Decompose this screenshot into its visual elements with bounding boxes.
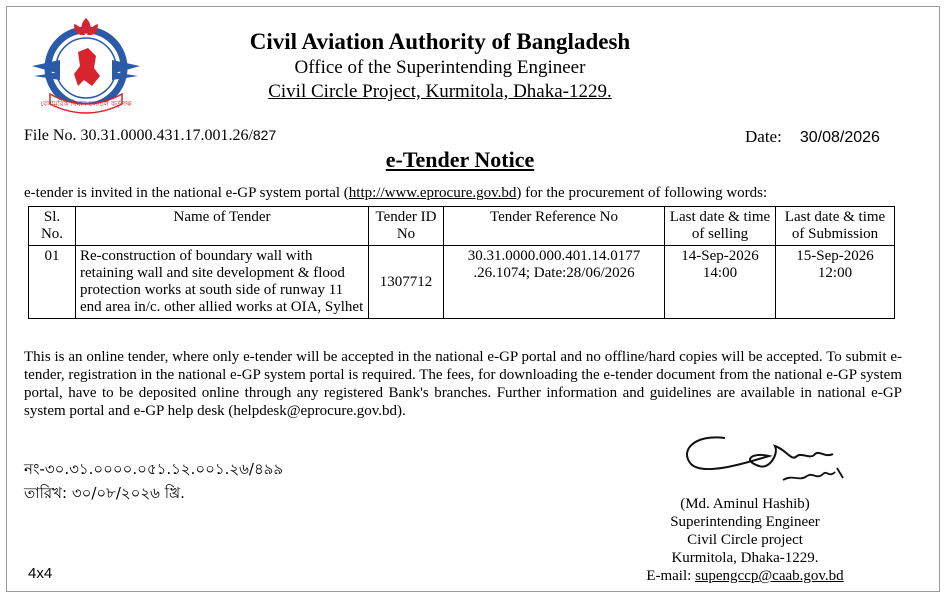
file-number-main: File No. 30.31.0000.431.17.001.26/ bbox=[24, 127, 253, 144]
cell-submission bbox=[776, 246, 895, 319]
header-sl: Sl. No. bbox=[29, 207, 76, 246]
logo-banner-text: বেসামরিক বিমান চলাচল কর্তৃপক্ষ bbox=[40, 100, 132, 108]
intro-before: e-tender is invited in the national e-GP system portal ( bbox=[24, 185, 349, 201]
cell-name: Re-construction of boundary wall with retaining wall and site development & flood protection works at south side of runway 11 end area in/c. other allied works at OIA, Sylhet bbox=[76, 246, 369, 319]
signer-office: Civil Circle project bbox=[687, 532, 803, 548]
instructions-paragraph: This is an online tender, where only e-tender will be accepted in the national e-GP portal and no offline/hard copies will be accepted. To submit e-tender, registration in the national e-GP system portal is required. The fees, for downloading the e-tender document from the national e-GP system portal, have to be deposited online through any registered Bank's branches. Further information and guidelines are available in national e-GP system portal and e-GP help desk (helpdesk@eprocure.gov.bd). bbox=[24, 349, 902, 419]
header-tender-id: Tender ID No bbox=[369, 207, 444, 246]
handwritten-signature bbox=[665, 420, 865, 500]
tender-table bbox=[28, 206, 895, 319]
date-value: 30/08/2026 bbox=[799, 129, 880, 146]
email-label: E-mail: bbox=[646, 568, 692, 584]
table-row bbox=[29, 246, 895, 319]
signer-designation: Superintending Engineer bbox=[670, 514, 820, 530]
notice-title: e-Tender Notice bbox=[385, 147, 535, 172]
signer-block bbox=[620, 495, 870, 585]
cell-tender-id: 1307712 bbox=[369, 246, 444, 319]
signer-email-line bbox=[620, 567, 870, 585]
header-selling: Last date & time of selling bbox=[665, 207, 776, 246]
intro-after: ) for the procurement of following words: bbox=[516, 185, 768, 201]
table-header-row bbox=[29, 207, 895, 246]
letterhead bbox=[140, 28, 740, 104]
organization-name: Civil Aviation Authority of Bangladesh bbox=[249, 29, 631, 54]
selling-date: 14-Sep-2026 bbox=[681, 248, 759, 264]
office-name: Office of the Superintending Engineer bbox=[294, 57, 586, 78]
submission-date: 15-Sep-2026 bbox=[796, 248, 874, 264]
file-number bbox=[24, 127, 276, 145]
submission-time: 12:00 bbox=[817, 265, 853, 281]
page-code: 4x4 bbox=[28, 565, 53, 582]
cell-selling bbox=[665, 246, 776, 319]
header-name: Name of Tender bbox=[76, 207, 369, 246]
file-number-suffix: 827 bbox=[252, 127, 277, 143]
intro-line bbox=[24, 185, 767, 202]
header-reference: Tender Reference No bbox=[444, 207, 665, 246]
signer-email-link[interactable]: supengccp@caab.gov.bd bbox=[695, 568, 844, 584]
notice-date bbox=[745, 127, 880, 147]
signer-location: Kurmitola, Dhaka-1229. bbox=[671, 550, 819, 566]
header-submission: Last date & time of Submission bbox=[776, 207, 895, 246]
signer-name: (Md. Aminul Hashib) bbox=[680, 496, 810, 512]
caab-logo bbox=[30, 14, 142, 118]
bangla-memo-date: তারিখ: ৩০/০৮/২০২৬ খ্রি. bbox=[24, 484, 185, 502]
office-address: Civil Circle Project, Kurmitola, Dhaka-1229. bbox=[268, 81, 612, 102]
cell-sl: 01 bbox=[29, 246, 76, 319]
selling-time: 14:00 bbox=[702, 265, 738, 281]
date-label: Date: bbox=[745, 127, 782, 146]
bangla-memo-number: নং-৩০.৩১.০০০০.০৫১.১২.০০১.২৬/৪৯৯ bbox=[24, 460, 284, 478]
eprocure-link[interactable]: http://www.eprocure.gov.bd bbox=[348, 185, 517, 201]
cell-reference: 30.31.0000.000.401.14.0177 .26.1074; Date:28/06/2026 bbox=[444, 246, 665, 319]
